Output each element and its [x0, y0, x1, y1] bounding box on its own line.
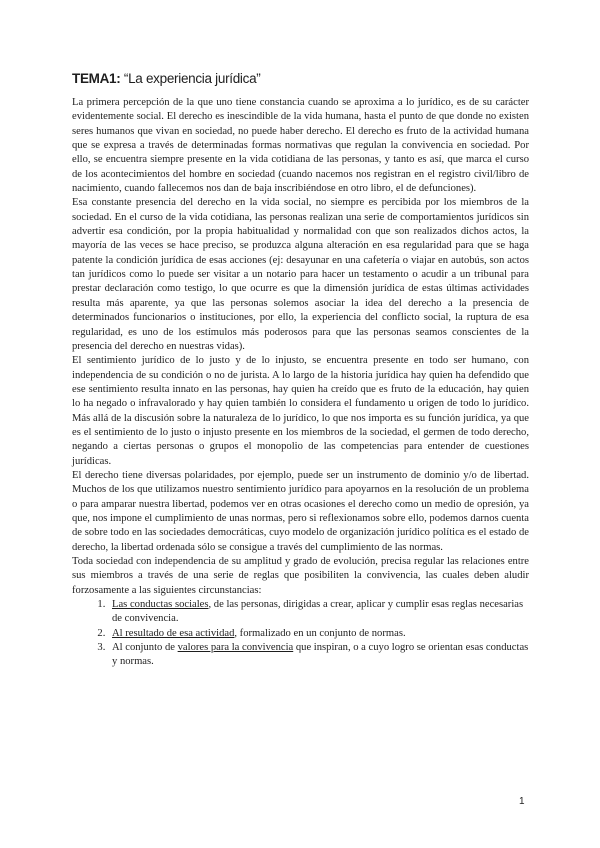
title-main: “La experiencia jurídica” [123, 71, 261, 86]
underlined-term: Las conductas sociales [112, 599, 209, 611]
circumstances-list [72, 598, 529, 670]
list-item: 2. Al resultado de esa actividad, formalizado en un conjunto de normas. [108, 627, 529, 641]
list-item: 3. Al conjunto de valores para la convivencia que inspiran, o a cuyo logro se orientan esas conductas y normas. [108, 641, 529, 670]
document-page [72, 70, 529, 670]
paragraph-2: Esa constante presencia del derecho en la vida social, no siempre es percibida por los miembros de la sociedad. En el curso de la vida cotidiana, las personas realizan una serie de comportamientos jurídicos sin advertir esa condición, por la propia habitualidad y normalidad con que son realizados dichos actos, la mayoría de las veces se hace preciso, se produzca alguna alteración en esa regularidad para que se haga patente la condición jurídica de esas acciones (ej: desayunar en una cafetería o viajar en autobús, son actos tan jurídicos como lo puede ser visitar a un notario para hacer un testamento o acudir a un tribunal para prestar declaración como testigo, lo que ocurre es que la dimensión jurídica de estas últimas actividades resulta más aparente, ya que las personas solemos asociar la idea del derecho a la presencia de determinados funcionarios o instituciones, por ello, la experiencia del conflicto social, la ruptura de esa regularidad, es uno de los estímulos más poderosos para que las personas seamos conscientes de la presencia del derecho en nuestras vidas). [72, 197, 529, 352]
underlined-term: valores para la convivencia [177, 642, 294, 654]
underlined-term: Al resultado de esa actividad [112, 627, 235, 639]
page-title [72, 70, 529, 88]
paragraph-3: El sentimiento jurídico de lo justo y de lo injusto, se encuentra presente en todo ser humano, con independencia de su condición o no de jurista. A lo largo de la historia jurídica hay quien ha defendido que ese sentimiento resulta innato en las personas, hay quien ha creído que es fruto de la educación, hay quien lo ha negado o infravalorado y hay quien también lo considera el fundamento u origen de todo lo jurídico. Más allá de la discusión sobre la naturaleza de lo jurídico, lo que nos importa es su función jurídica, ya que es el sentimiento de lo justo o injusto presente en los miembros de la sociedad, el germen de todo derecho, negando a ciertas personas o grupos el monopolio de las competencias para entender de cuestiones jurídicas. [72, 355, 529, 467]
paragraph-1: La primera percepción de la que uno tiene constancia cuando se aproxima a lo jurídico, es de su carácter evidentemente social. El derecho es inescindible de la vida humana, hasta el punto de que donde no existen seres humanos que vivan en sociedad, no puede haber derecho. El derecho es fruto de la actividad humana que se expresa a través de determinadas formas normativas que regulan la convivencia en sociedad. Por ello, se encuentra siempre presente en la vida cotidiana de las personas, y tanto es así, que marca el curso de los acontecimientos del hombre en sociedad (cuando nacemos nos registran en el registro civil/libro de nacimiento, cuando fallecemos nos dan de baja inscribiéndose en otro libro, el de defunciones). [72, 97, 529, 195]
title-prefix: TEMA1: [72, 71, 121, 86]
page-number: 1 [519, 796, 525, 807]
list-item: 1. Las conductas sociales, de las personas, dirigidas a crear, aplicar y cumplir esas reglas necesarias de convivencia. [108, 598, 529, 627]
paragraph-4: El derecho tiene diversas polaridades, por ejemplo, puede ser un instrumento de dominio y/o de libertad. Muchos de los que utilizamos nuestro sentimiento jurídico para apoyarnos en la resolución de un problema o para amparar nuestra libertad, podemos ver en otras ocasiones el derecho como un medio de opresión, ya que, nos impone el cumplimiento de unas normas, pero si reflexionamos sobre ello, podemos darnos cuenta de sobre todo en las sociedades democráticas, cuyo modelo de organización jurídico política es el estado de derecho, la libertad ordenada sólo se consigue a través del cumplimiento de las normas. [72, 469, 529, 553]
paragraph-5: Toda sociedad con independencia de su amplitud y grado de evolución, precisa regular las relaciones entre sus miembros a través de una serie de reglas que posibiliten la convivencia, las cuales deben aludir forzosamente a las siguientes circunstancias: [72, 556, 529, 596]
